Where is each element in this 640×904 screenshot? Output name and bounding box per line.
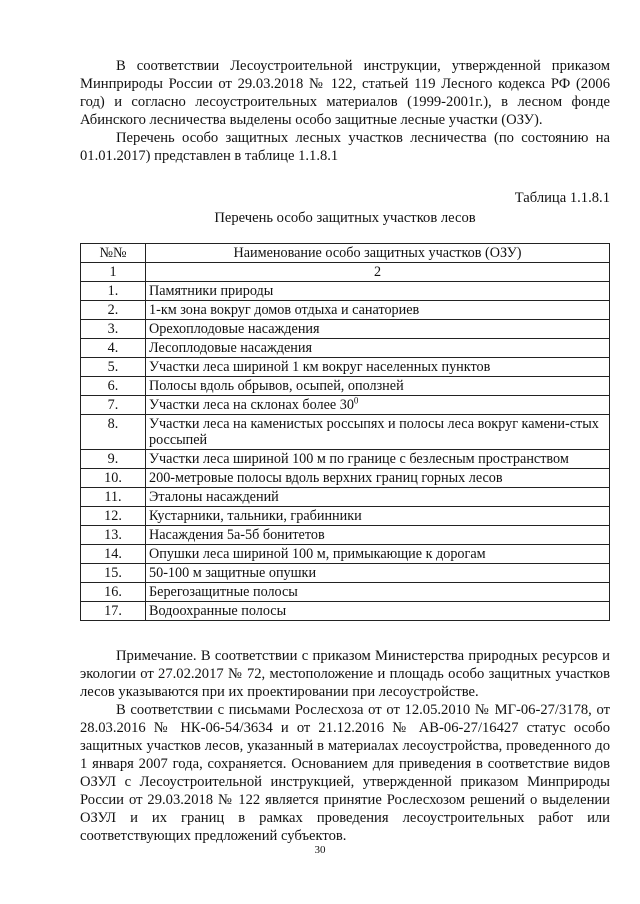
table-row — [81, 526, 610, 545]
row-number: 5. — [81, 358, 146, 377]
row-name — [146, 320, 610, 339]
row-name — [146, 526, 610, 545]
table-row — [81, 320, 610, 339]
row-name — [146, 564, 610, 583]
table-label: Таблица 1.1.8.1 — [514, 190, 610, 206]
index-cell-2: 2 — [146, 263, 610, 282]
row-name — [146, 488, 610, 507]
row-name — [146, 450, 610, 469]
table-index-row — [81, 263, 610, 282]
row-name-text: 200-метровые полосы вдоль верхних границ горных лесов — [149, 470, 503, 486]
row-name — [146, 469, 610, 488]
row-name — [146, 415, 610, 450]
row-name — [146, 282, 610, 301]
row-number: 12. — [81, 507, 146, 526]
row-number: 9. — [81, 450, 146, 469]
row-number: 14. — [81, 545, 146, 564]
row-name — [146, 602, 610, 621]
intro-paragraph-2: Перечень особо защитных лесных участков лесничества (по состоянию на 01.01.2017) представлен в таблице 1.1.8.1 — [80, 130, 610, 164]
intro-paragraph-1: В соответствии Лесоустроительной инструкции, утвержденной приказом Минприроды России от 29.03.2018 № 122, статьей 119 Лесного кодекса РФ (2006 год) и согласно лесоустроительных материалов (1999-2001г.), в лесном фонде Абинского лесничества выделены особо защитные лесные участки (ОЗУ). — [80, 58, 610, 128]
row-name — [146, 583, 610, 602]
note-paragraph: Примечание. В соответствии с приказом Министерства природных ресурсов и экологии от 27.02.2017 № 72, местоположение и площадь особо защитных участков лесов указываются при их проектировании при лесоустройстве. — [80, 648, 610, 700]
table-row — [81, 507, 610, 526]
table-row — [81, 282, 610, 301]
row-name-text: 50-100 м защитные опушки — [149, 565, 317, 581]
row-name-text: Участки леса шириной 1 км вокруг населенных пунктов — [149, 359, 491, 375]
table-row — [81, 415, 610, 450]
row-name-text: Эталоны насаждений — [149, 489, 279, 505]
row-number: 4. — [81, 339, 146, 358]
table-row — [81, 339, 610, 358]
row-number: 6. — [81, 377, 146, 396]
table-row — [81, 396, 610, 415]
row-name-text: Полосы вдоль обрывов, осыпей, оползней — [149, 378, 404, 394]
page-number: 30 — [314, 844, 326, 856]
header-number: №№ — [81, 244, 146, 263]
row-name — [146, 339, 610, 358]
row-number: 13. — [81, 526, 146, 545]
row-name-text: Памятники природы — [149, 283, 274, 299]
row-name-text: Насаждения 5а-5б бонитетов — [149, 527, 325, 543]
row-name-text: Участки леса на каменистых россыпях и полосы леса вокруг камени-стых россыпей — [149, 416, 599, 448]
row-name-text: Лесоплодовые насаждения — [149, 340, 312, 356]
row-name-text: 1-км зона вокруг домов отдыха и санаториев — [149, 302, 420, 318]
row-name-text: Кустарники, тальники, грабинники — [149, 508, 362, 524]
table-row — [81, 488, 610, 507]
row-number: 8. — [81, 415, 146, 450]
row-name-text: Водоохранные полосы — [149, 603, 287, 619]
row-name-text: Берегозащитные полосы — [149, 584, 298, 600]
table-caption: Перечень особо защитных участков лесов — [214, 210, 476, 226]
index-cell-1: 1 — [81, 263, 146, 282]
row-name-superscript: 0 — [353, 395, 359, 406]
row-number: 16. — [81, 583, 146, 602]
row-name — [146, 301, 610, 320]
row-number: 17. — [81, 602, 146, 621]
row-name-text: Участки леса на склонах более 30 — [149, 397, 354, 413]
status-paragraph: В соответствии с письмами Рослесхоза от от 12.05.2010 № МГ-06-27/3178, от 28.03.2016 № НК-06-54/3634 и от 21.12.2016 № АВ-06-27/16427 статус особо защитных участков лесов, указанный в материалах лесоустройства, проведенного до 1 января 2007 года, сохраняется. Основанием для приведения в соответствие видов ОЗУЛ с Лесоустроительной инструкцией, утвержденной приказом Минприроды России от 29.03.2018 № 122 является принятие Рослесхозом решений о выделении ОЗУЛ и их границ в рамках проведения лесоустроительных работ или соответствующих предложений субъектов. — [80, 702, 610, 844]
table-row — [81, 564, 610, 583]
row-number: 11. — [81, 488, 146, 507]
row-name — [146, 396, 610, 415]
table-row — [81, 583, 610, 602]
row-name — [146, 377, 610, 396]
table-row — [81, 545, 610, 564]
row-number: 3. — [81, 320, 146, 339]
row-number: 10. — [81, 469, 146, 488]
table-header-row — [81, 244, 610, 263]
row-name — [146, 507, 610, 526]
row-name — [146, 545, 610, 564]
row-name-text: Орехоплодовые насаждения — [149, 321, 320, 337]
table-row — [81, 469, 610, 488]
table-row — [81, 602, 610, 621]
table-row — [81, 377, 610, 396]
table-row — [81, 301, 610, 320]
row-name-text: Участки леса шириной 100 м по границе с безлесным пространством — [149, 451, 569, 467]
row-number: 7. — [81, 396, 146, 415]
row-number: 15. — [81, 564, 146, 583]
row-name-text: Опушки леса шириной 100 м, примыкающие к дорогам — [149, 546, 486, 562]
ozu-table — [80, 243, 610, 621]
row-number: 2. — [81, 301, 146, 320]
table-row — [81, 450, 610, 469]
table-row — [81, 358, 610, 377]
row-name — [146, 358, 610, 377]
header-name: Наименование особо защитных участков (ОЗУ) — [146, 244, 610, 263]
row-number: 1. — [81, 282, 146, 301]
document-page — [80, 57, 610, 845]
